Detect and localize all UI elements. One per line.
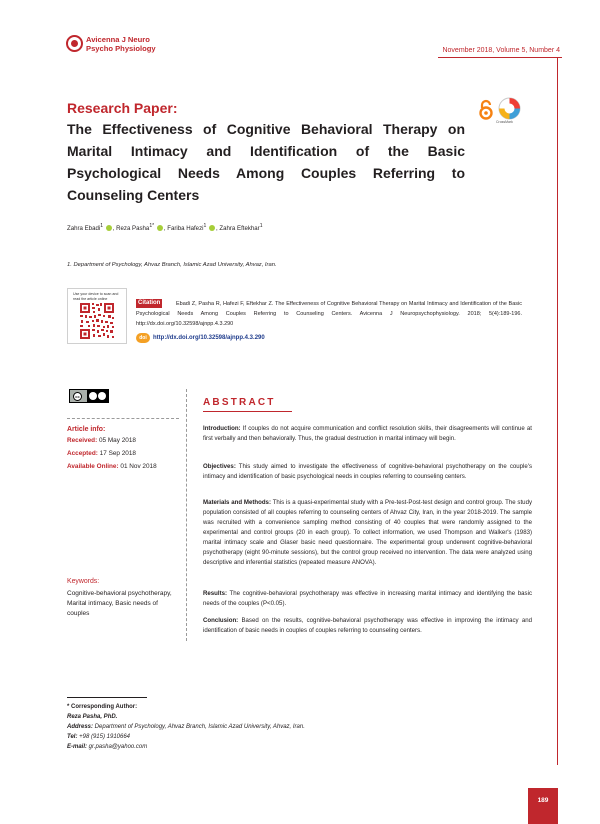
journal-name-line1: Avicenna J Neuro	[86, 35, 150, 44]
cc-license-icon[interactable]	[69, 389, 109, 403]
author-name: Reza Pasha	[116, 225, 150, 233]
address-text: Department of Psychology, Ahvaz Branch, Islamic Azad University, Ahvaz, Iran.	[93, 724, 305, 730]
results-label: Results:	[203, 590, 228, 597]
accepted-label: Accepted:	[67, 450, 98, 457]
citation-text: Ebadi Z, Pasha R, Hafezi F, Eftekhar Z. The Effectiveness of Cognitive Behavioral Therapy on Marital Intimacy and Identification of the Basic Psychological Needs Among Couples Referring to Counseling Centers. Avicenna J Neuropsychophysiology. 2018; 5(4):189-196. http://dx.doi.org/10.32598/ajnpp.4.3.290	[136, 301, 522, 327]
email-label: E-mail:	[67, 744, 88, 750]
corresponding-name: Reza Pasha, PhD.	[67, 714, 118, 720]
abstract-rule	[203, 411, 292, 412]
keywords-heading: Keywords:	[67, 578, 100, 585]
tel-text: +98 (915) 1910664	[77, 734, 130, 740]
journal-logo	[66, 33, 256, 61]
citation-label: Citation	[138, 300, 161, 306]
author-sup: 1	[259, 223, 263, 229]
author-sup: 1*	[149, 223, 155, 229]
conclusion-text: Based on the results, cognitive-behavioral psychotherapy was effective in improving the intimacy and identification of basic needs in couples of couples referring to counseling centers.	[203, 617, 532, 634]
online-date: 01 Nov 2018	[118, 463, 157, 470]
info-divider	[67, 418, 179, 419]
open-access-icon[interactable]	[478, 99, 494, 120]
abstract-introduction	[203, 424, 532, 444]
journal-seal-icon	[66, 35, 83, 52]
accepted-date: 17 Sep 2018	[97, 450, 136, 457]
received-label: Received:	[67, 437, 98, 444]
corresponding-author	[67, 702, 305, 752]
doi-link[interactable]	[136, 333, 265, 343]
corresponding-heading: * Corresponding Author:	[67, 704, 138, 710]
abstract-methods	[203, 498, 532, 568]
objectives-text: This study aimed to investigate the effectiveness of cognitive-behavioral psychotherapy on the couple's intimacy and identification of basic psychological needs in couples referring to counseling centers.	[203, 463, 532, 480]
intro-label: Introduction:	[203, 425, 241, 432]
abstract-conclusion	[203, 616, 532, 636]
author-list: Zahra Ebadi$^1$ , Reza Pasha$^{1*}$ , Fariba Hafezi$^1$ , Zahra Eftekhar$^1$	[67, 223, 263, 233]
abstract-objectives	[203, 462, 532, 482]
author-name: Zahra Ebadi	[67, 225, 101, 233]
author-name: Zahra Eftekhar	[219, 225, 260, 233]
email-text[interactable]: gr.pasha@yahoo.com	[87, 744, 148, 750]
accepted-row	[67, 450, 136, 457]
abstract-heading: ABSTRACT	[203, 397, 276, 408]
footnote-rule	[67, 697, 147, 698]
cc-badge-text: cc	[73, 392, 82, 401]
qr-box	[67, 288, 127, 344]
affiliation: 1. Department of Psychology, Ahvaz Branch, Islamic Azad University, Ahvaz, Iran.	[67, 262, 277, 268]
paper-title: The Effectiveness of Cognitive Behavioral Therapy on Marital Intimacy and Identification of the Basic Psychological Needs Among Couples Referring to Counseling Centers	[67, 121, 465, 203]
online-row	[67, 463, 157, 470]
abstract-results	[203, 589, 532, 609]
page-number-bar	[528, 788, 558, 824]
doi-url[interactable]: http://dx.doi.org/10.32598/ajnpp.4.3.290	[153, 335, 265, 341]
side-rule	[557, 57, 558, 765]
tel-label: Tel:	[67, 734, 78, 740]
header-rule	[438, 57, 562, 58]
online-label: Available Online:	[67, 463, 119, 470]
keywords-text: Cognitive-behavioral psychotherapy, Marital intimacy, Basic needs of couples	[67, 590, 172, 617]
orcid-icon[interactable]	[157, 225, 163, 231]
author-sup: 1	[100, 223, 104, 229]
page-number: 189	[537, 797, 549, 804]
issue-info: November 2018, Volume 5, Number 4	[442, 47, 560, 54]
orcid-icon[interactable]	[209, 225, 215, 231]
paper-type: Research Paper:	[67, 100, 178, 116]
received-date: 05 May 2018	[97, 437, 136, 444]
intro-text: If couples do not acquire communication and conflict resolution skills, their disagreements will continue at first verbally and then behaviorally. Thus, the gradual destruction in marital intimacy will begin.	[203, 425, 532, 442]
crossmark-label: CrossMark	[496, 120, 513, 124]
orcid-icon[interactable]	[106, 225, 112, 231]
methods-text: This is a quasi-experimental study with a Pre-test-Post-test design and control group. The study population consisted of all couples referring to counseling centers of Ahvaz City, Iran, in the year 2018-2019. The sample was recruited with a convenience sampling method consisting of 40 couples that were randomly assigned to the experimental and control groups (20 in each group). To collect information, we used Thompson and Walker's (1983) marital intimacy scale and Glaser basic need questionnaire. The experimental group underwent cognitive-behavioral psychotherapy (eight 90-minute sessions), but the control group received no intervention. The data were analyzed using descriptive and inferential statistics (repeated measure ANOVA).	[203, 499, 533, 566]
address-label: Address:	[67, 724, 94, 730]
column-divider	[186, 389, 187, 641]
results-text: The cognitive-behavioral psychotherapy was effective in increasing marital intimacy and identifying the basic needs of the couples (P<0.05).	[203, 590, 532, 607]
doi-icon: doi	[136, 333, 150, 343]
received-row	[67, 437, 136, 444]
qr-caption: Use your device to scan and read the article online	[73, 292, 119, 301]
objectives-label: Objectives:	[203, 463, 236, 470]
article-info-heading: Article info:	[67, 426, 106, 433]
qr-code-icon[interactable]	[79, 302, 115, 340]
conclusion-label: Conclusion:	[203, 617, 239, 624]
methods-label: Materials and Methods:	[203, 499, 271, 506]
journal-name-line2: Psycho Physiology	[86, 44, 156, 53]
crossmark-icon[interactable]	[498, 97, 521, 123]
author-sup: 1	[203, 223, 207, 229]
author-name: Fariba Hafezi	[167, 225, 204, 233]
